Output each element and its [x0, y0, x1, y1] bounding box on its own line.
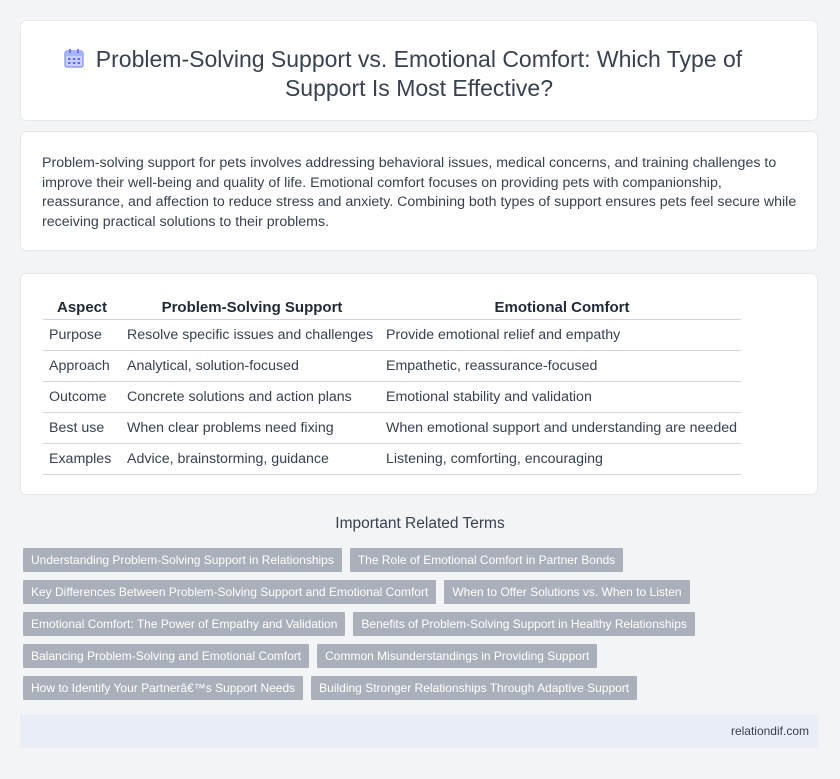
cell-problem-solving: Analytical, solution-focused: [121, 351, 380, 382]
table-row: [43, 351, 741, 382]
cell-aspect: Outcome: [43, 382, 121, 413]
table-row: [43, 320, 741, 351]
tag-row: [23, 580, 813, 604]
cell-problem-solving: When clear problems need fixing: [121, 413, 380, 444]
intro-text: Problem-solving support for pets involves addressing behavioral issues, medical concerns, and training challenges to improve their well-being and quality of life. Emotional comfort focuses on providing pets with companionship, reassurance, and affection to reduce stress and anxiety. Combining both types of support ensures pets feel secure while receiving practical solutions to their problems.: [42, 155, 797, 230]
related-term-tag[interactable]: Benefits of Problem-Solving Support in Healthy Relationships: [353, 612, 695, 636]
related-term-tag[interactable]: How to Identify Your Partnerâ€™s Support Needs: [23, 676, 303, 700]
cell-problem-solving: Advice, brainstorming, guidance: [121, 444, 380, 475]
cell-emotional-comfort: Provide emotional relief and empathy: [380, 320, 741, 351]
table-row: [43, 382, 741, 413]
cell-emotional-comfort: When emotional support and understanding are needed: [380, 413, 741, 444]
related-term-tag[interactable]: The Role of Emotional Comfort in Partner Bonds: [350, 548, 623, 572]
intro-card: [20, 131, 818, 251]
cell-aspect: Approach: [43, 351, 121, 382]
related-terms-list: [23, 548, 813, 708]
related-term-tag[interactable]: Balancing Problem-Solving and Emotional Comfort: [23, 644, 309, 668]
header-card: [20, 20, 818, 121]
cell-emotional-comfort: Empathetic, reassurance-focused: [380, 351, 741, 382]
cell-emotional-comfort: Emotional stability and validation: [380, 382, 741, 413]
cell-problem-solving: Resolve specific issues and challenges: [121, 320, 380, 351]
cell-emotional-comfort: Listening, comforting, encouraging: [380, 444, 741, 475]
page-title: Problem-Solving Support vs. Emotional Comfort: Which Type of Support Is Most Effective?: [95, 46, 743, 101]
table-row: [43, 413, 741, 444]
related-term-tag[interactable]: Common Misunderstandings in Providing Support: [317, 644, 597, 668]
cell-aspect: Purpose: [43, 320, 121, 351]
cell-aspect: Examples: [43, 444, 121, 475]
footer-site-link[interactable]: relationdif.com: [730, 724, 809, 738]
footer: [20, 715, 819, 748]
table-header-row: [43, 297, 741, 320]
cell-problem-solving: Concrete solutions and action plans: [121, 382, 380, 413]
related-term-tag[interactable]: When to Offer Solutions vs. When to Listen: [444, 580, 689, 604]
related-term-tag[interactable]: Emotional Comfort: The Power of Empathy and Validation: [23, 612, 345, 636]
header-emotional-comfort: Emotional Comfort: [380, 297, 741, 320]
tag-row: [23, 676, 813, 700]
related-term-tag[interactable]: Understanding Problem-Solving Support in Relationships: [23, 548, 342, 572]
header-problem-solving: Problem-Solving Support: [121, 297, 380, 320]
tag-row: [23, 612, 813, 636]
comparison-card: [20, 273, 818, 495]
cell-aspect: Best use: [43, 413, 121, 444]
comparison-table: [43, 297, 741, 475]
related-term-tag[interactable]: Key Differences Between Problem-Solving Support and Emotional Comfort: [23, 580, 436, 604]
related-term-tag[interactable]: Building Stronger Relationships Through Adaptive Support: [311, 676, 637, 700]
header-aspect: Aspect: [43, 297, 121, 320]
tag-row: [23, 644, 813, 668]
tag-row: [23, 548, 813, 572]
related-terms-heading: Important Related Terms: [335, 515, 505, 532]
table-row: [43, 444, 741, 475]
